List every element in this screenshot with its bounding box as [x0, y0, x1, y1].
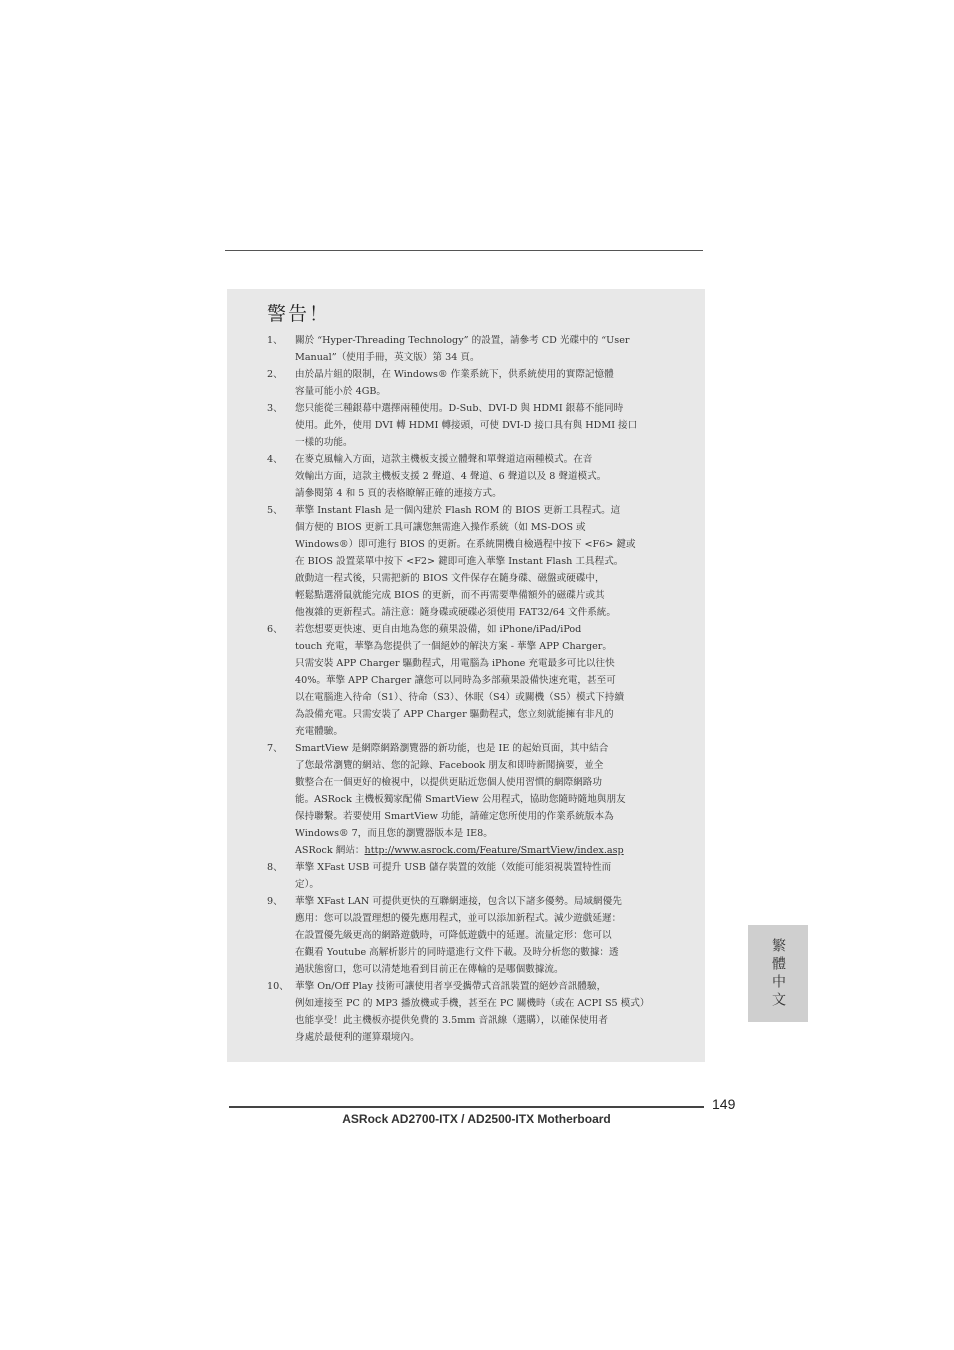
item-text: 您只能從三種銀幕中選擇兩種使用。D-Sub、DVI-D 與 HDMI 銀幕不能同時 使用。此外，使用 DVI 轉 HDMI 轉接頭，可使 DVI-D 接口具有與 HDMI 接口 一樣的功能。	[295, 403, 638, 448]
warning-box	[227, 289, 705, 1062]
language-side-tab	[748, 925, 808, 1022]
item-number: 3、	[267, 403, 283, 414]
item-text: 關於 “Hyper-Threading Technology” 的設置，請參考 CD 光碟中的 “User Manual”（使用手冊，英文版）第 34 頁。	[295, 335, 630, 363]
item-number: 1、	[267, 335, 283, 346]
warning-item-5	[267, 502, 665, 621]
item-number: 2、	[267, 369, 283, 380]
item-text: 在麥克風輸入方面，這款主機板支援立體聲和單聲道這兩種模式。在音 效輸出方面，這款主機板支援 2 聲道、4 聲道、6 聲道以及 8 聲道模式。 請參閱第 4 和 5 頁的表格瞭解正確的連接方式。	[295, 454, 607, 499]
warning-item-8	[267, 859, 665, 893]
item-number: 4、	[267, 454, 283, 465]
item-number: 5、	[267, 505, 283, 516]
item-text: 華擎 XFast USB 可提升 USB 儲存裝置的效能（效能可能須視裝置特性而 定）。	[295, 862, 612, 890]
top-rule	[225, 250, 703, 251]
item-text: 若您想要更快速、更自由地為您的蘋果設備，如 iPhone/iPad/iPod touch 充電，華擎為您提供了一個絕妙的解決方案 - 華擎 APP Charger。 只需安裝 APP Charger 驅動程式，用電腦為 iPhone 充電最多可比以往快 40%。華擎 APP Charger 讓您可以同時為多部蘋果設備快速充電，甚至可 以在電腦進入待命（S1）、待命（S3）、休眠（S4）或關機（S5）模式下持續 為設備充電。只需安裝了 APP Charger 驅動程式，您立刻就能擁有非凡的 充電體驗。	[295, 624, 624, 737]
footer-product-name: ASRock AD2700-ITX / AD2500-ITX Motherboard	[342, 1112, 611, 1126]
item-text: 華擎 Instant Flash 是一個內建於 Flash ROM 的 BIOS 更新工具程式。這 個方便的 BIOS 更新工具可讓您無需進入操作系統（如 MS-DOS 或 Windows®）即可進行 BIOS 的更新。在系統開機自檢過程中按下 <F6> 鍵或 在 BIOS 設置菜單中按下 <F2> 鍵即可進入華擎 Instant Flash 工具程式。 啟動這一程式後，只需把新的 BIOS 文件保存在隨身碟、磁盤或硬碟中， 輕鬆點選滑鼠就能完成 BIOS 的更新，而不再需要準備額外的磁碟片或其 他複雜的更新程式。請注意：隨身碟或硬碟必須使用 FAT32/64 文件系統。	[295, 505, 636, 618]
item-number: 7、	[267, 743, 283, 754]
warning-item-6	[267, 621, 665, 740]
warning-item-10	[267, 978, 665, 1046]
bottom-rule	[229, 1106, 704, 1108]
item-number: 8、	[267, 862, 283, 873]
item-text: 由於晶片組的限制，在 Windows® 作業系統下，供系統使用的實際記憶體 容量可能小於 4GB。	[295, 369, 614, 397]
language-label: 繁體中文	[770, 937, 786, 1010]
smartview-url-line	[295, 842, 665, 859]
smartview-link[interactable]: http://www.asrock.com/Feature/SmartView/index.asp	[364, 845, 624, 856]
warning-item-1	[267, 332, 665, 366]
page-number: 149	[712, 1096, 736, 1112]
item-text: SmartView 是網際網路瀏覽器的新功能，也是 IE 的起始頁面，其中結合 了您最常瀏覽的網站、您的記錄、Facebook 朋友和即時新聞摘要，並全 數整合在一個更好的檢視中，以提供更貼近您個人使用習慣的網際網路功 能。ASRock 主機板獨家配備 SmartView 公用程式，協助您隨時隨地與朋友 保持聯繫。若要使用 SmartView 功能，請確定您所使用的作業系統版本為 Windows® 7，而且您的瀏覽器版本是 IE8。	[295, 743, 626, 839]
warning-item-7	[267, 740, 665, 859]
warning-title: 警告！	[267, 303, 331, 325]
item-number: 9、	[267, 896, 283, 907]
item-text: 華擎 On/Off Play 技術可讓使用者享受攜帶式音訊裝置的絕妙音訊體驗， 例如連接至 PC 的 MP3 播放機或手機，甚至在 PC 關機時（或在 ACPI S5 模式） 也能享受！此主機板亦提供免費的 3.5mm 音訊線（選購），以確保使用者 身處於最便利的運算環境內。	[295, 981, 650, 1043]
warning-item-2	[267, 366, 665, 400]
item-text: 華擎 XFast LAN 可提供更快的互聯網連接，包含以下諸多優勢。局域網優先 應用：您可以設置理想的優先應用程式，並可以添加新程式。減少遊戲延遲： 在設置優先級更高的網路遊戲時，可降低遊戲中的延遲。流量定形：您可以 在觀看 Youtube 高解析影片的同時還進行文件下載。及時分析您的數據：透 過狀態窗口，您可以清楚地看到目前正在傳輸的是哪個數據流。	[295, 896, 622, 975]
warning-list	[267, 332, 665, 1046]
warning-item-3	[267, 400, 665, 451]
url-label: ASRock 網站：	[295, 845, 365, 856]
item-number: 6、	[267, 624, 283, 635]
item-number: 10、	[267, 981, 289, 992]
warning-item-4	[267, 451, 665, 502]
warning-item-9	[267, 893, 665, 978]
